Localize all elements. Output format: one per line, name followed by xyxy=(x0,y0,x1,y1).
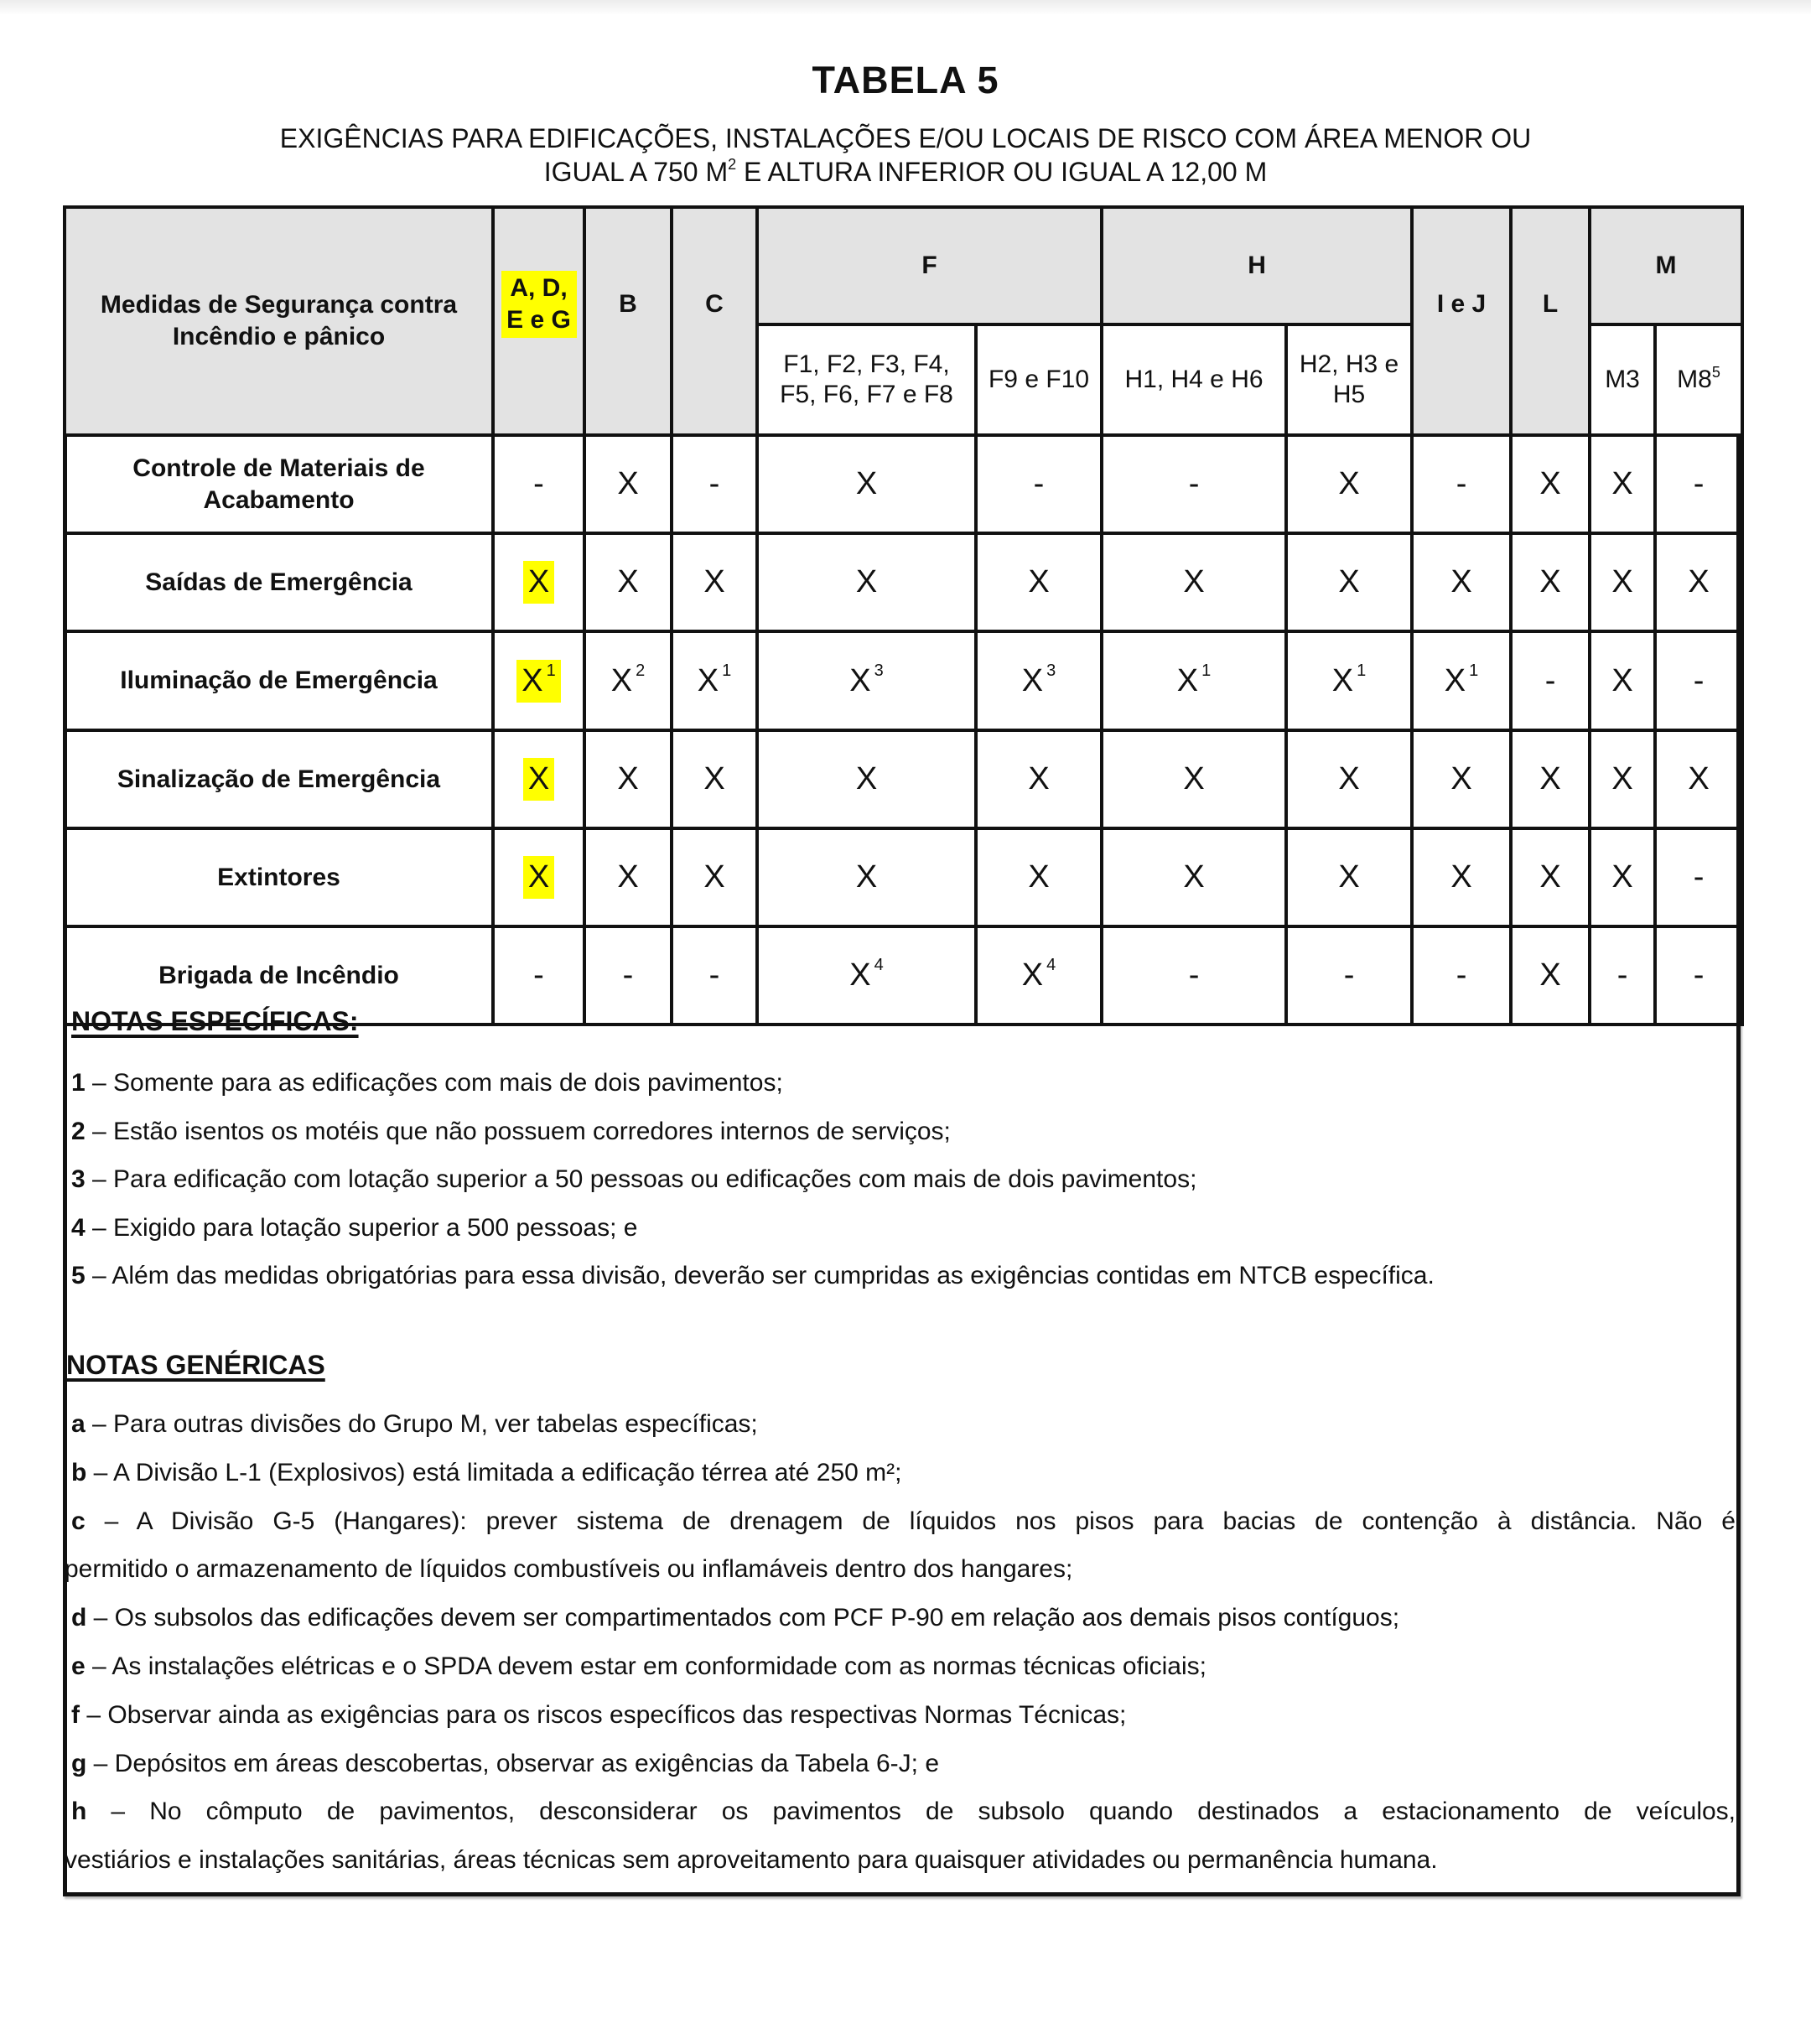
required-mark: X $^1$ xyxy=(1444,661,1479,698)
cell-f1-f8 xyxy=(757,926,976,1025)
required-mark: X xyxy=(1688,761,1710,796)
cell-b xyxy=(584,631,672,730)
note-item xyxy=(71,1165,1196,1194)
note-text: – Somente para as edificações com mais de dois pavimentos; xyxy=(85,1069,783,1097)
table-row xyxy=(65,730,1742,828)
cell-f1-f8 xyxy=(757,631,976,730)
cell-f9-f10 xyxy=(976,631,1102,730)
required-mark: X xyxy=(1338,564,1360,599)
not-required-mark: - xyxy=(1456,466,1467,501)
required-mark: X $^1$ xyxy=(1176,661,1212,698)
cell-c xyxy=(672,828,757,926)
note-text: – Os subsolos das edificações devem ser compartimentados com PCF P-90 em relação aos demais pisos contíguos; xyxy=(86,1604,1400,1632)
note-text: – Para edificação com lotação superior a 50 pessoas ou edificações com mais de dois pavimentos; xyxy=(85,1165,1197,1193)
required-mark: X xyxy=(1450,761,1472,796)
header-group-m: M xyxy=(1590,207,1742,324)
note-reference: 4 xyxy=(1046,956,1056,974)
cell-h1-h4-h6 xyxy=(1102,435,1286,533)
subtitle-text-b: E ALTURA INFERIOR OU IGUAL A 12,00 M xyxy=(736,157,1268,187)
required-mark: X xyxy=(855,466,878,501)
note-key: 2 xyxy=(71,1117,86,1145)
cell-b xyxy=(584,533,672,631)
cell-m8 xyxy=(1655,435,1742,533)
required-mark: X $^4$ xyxy=(1021,956,1056,993)
cell-m3 xyxy=(1590,730,1655,828)
header-group-adeg xyxy=(493,207,584,435)
cell-m8 xyxy=(1655,631,1742,730)
note-item xyxy=(71,1118,951,1146)
required-mark: X xyxy=(1028,564,1050,599)
note-item xyxy=(71,1652,1206,1681)
cell-h1-h4-h6 xyxy=(1102,533,1286,631)
note-reference: 1 xyxy=(546,661,556,680)
cell-iej xyxy=(1412,926,1511,1025)
not-required-mark: - xyxy=(1343,957,1355,993)
cell-h1-h4-h6 xyxy=(1102,631,1286,730)
note-text: – Depósitos em áreas descobertas, observar as exigências da Tabela 6-J; e xyxy=(86,1749,940,1777)
cell-m3 xyxy=(1590,533,1655,631)
cell-m8 xyxy=(1655,533,1742,631)
required-mark: X xyxy=(1183,859,1205,895)
required-mark: X xyxy=(1539,761,1561,796)
table-row xyxy=(65,828,1742,926)
note-reference: 1 xyxy=(1469,661,1479,680)
cell-f1-f8 xyxy=(757,828,976,926)
required-mark: X xyxy=(523,856,554,899)
cell-m3 xyxy=(1590,435,1655,533)
required-mark: X xyxy=(1539,957,1561,993)
cell-c xyxy=(672,435,757,533)
cell-c xyxy=(672,926,757,1025)
note-reference: 3 xyxy=(1046,661,1056,680)
header-h2-h3-h5: H2, H3 e H5 xyxy=(1286,324,1412,435)
generic-notes-heading: NOTAS GENÉRICAS xyxy=(66,1350,325,1380)
note-key: b xyxy=(71,1458,87,1486)
cell-f1-f8 xyxy=(757,730,976,828)
header-measures: Medidas de Segurança contra Incêndio e pânico xyxy=(65,207,493,435)
note-key: 5 xyxy=(71,1262,86,1289)
required-mark: X $^1$ xyxy=(516,660,560,703)
note-text: – Estão isentos os motéis que não possuem corredores internos de serviços; xyxy=(85,1117,951,1145)
not-required-mark: - xyxy=(1616,957,1628,993)
row-label: Saídas de Emergência xyxy=(65,533,493,631)
required-mark: X xyxy=(1539,564,1561,599)
header-group-adeg-label: A, D, E e G xyxy=(501,271,577,338)
cell-h2-h3-h5 xyxy=(1286,926,1412,1025)
note-item xyxy=(71,1410,758,1439)
cell-b xyxy=(584,435,672,533)
cell-iej xyxy=(1412,631,1511,730)
cell-h2-h3-h5 xyxy=(1286,631,1412,730)
header-group-f: F xyxy=(757,207,1102,324)
required-mark: X xyxy=(1338,466,1360,501)
required-mark: X xyxy=(1611,466,1633,501)
not-required-mark: - xyxy=(1188,466,1200,501)
row-label: Brigada de Incêndio xyxy=(65,926,493,1025)
required-mark: X xyxy=(1688,564,1710,599)
required-mark: X xyxy=(1539,466,1561,501)
header-group-b: B xyxy=(584,207,672,435)
note-item xyxy=(71,1750,939,1778)
required-mark: X xyxy=(617,761,639,796)
note-text: – Exigido para lotação superior a 500 pessoas; e xyxy=(85,1213,638,1242)
note-text: – A Divisão L-1 (Explosivos) está limitada a edificação térrea até 250 m²; xyxy=(86,1458,902,1486)
required-mark: X xyxy=(617,564,639,599)
cell-adeg xyxy=(493,730,584,828)
cell-m3 xyxy=(1590,828,1655,926)
required-mark: X xyxy=(1183,761,1205,796)
note-text: – As instalações elétricas e o SPDA devem estar em conformidade com as normas técnicas oficiais; xyxy=(85,1652,1206,1680)
cell-h2-h3-h5 xyxy=(1286,533,1412,631)
table-row xyxy=(65,435,1742,533)
required-mark: X xyxy=(703,859,725,895)
required-mark: X xyxy=(1338,859,1360,895)
note-reference: 3 xyxy=(874,661,884,680)
cell-c xyxy=(672,631,757,730)
note-reference: 2 xyxy=(636,661,646,680)
table-row xyxy=(65,533,1742,631)
not-required-mark: - xyxy=(533,466,544,501)
cell-adeg xyxy=(493,926,584,1025)
cell-c xyxy=(672,730,757,828)
cell-f1-f8 xyxy=(757,435,976,533)
row-label: Extintores xyxy=(65,828,493,926)
row-label: Iluminação de Emergência xyxy=(65,631,493,730)
cell-c xyxy=(672,533,757,631)
required-mark: X xyxy=(1611,859,1633,895)
required-mark: X $^3$ xyxy=(849,661,884,698)
row-label: Sinalização de Emergência xyxy=(65,730,493,828)
note-item xyxy=(71,1798,1736,1826)
note-item xyxy=(71,1459,901,1487)
note-key: g xyxy=(71,1749,87,1777)
note-item-continuation: permitido o armazenamento de líquidos combustíveis ou inflamáveis dentro dos hangares; xyxy=(65,1555,1073,1584)
note-reference: 4 xyxy=(874,956,884,974)
required-mark: X xyxy=(855,564,878,599)
required-mark: X xyxy=(523,758,554,801)
required-mark: X xyxy=(1338,761,1360,796)
table-row xyxy=(65,631,1742,730)
cell-iej xyxy=(1412,828,1511,926)
note-reference: 1 xyxy=(1357,661,1367,680)
note-item xyxy=(71,1214,637,1242)
cell-adeg xyxy=(493,435,584,533)
required-mark: X xyxy=(1183,564,1205,599)
not-required-mark: - xyxy=(1693,957,1705,993)
cell-l xyxy=(1511,435,1590,533)
required-mark: X xyxy=(1450,564,1472,599)
cell-h2-h3-h5 xyxy=(1286,828,1412,926)
note-key: a xyxy=(71,1410,86,1438)
not-required-mark: - xyxy=(622,957,634,993)
page-top-shadow xyxy=(0,0,1811,15)
note-item-continuation: vestiários e instalações sanitárias, áreas técnicas sem aproveitamento para quaisquer atividades ou permanência humana. xyxy=(65,1846,1438,1875)
cell-l xyxy=(1511,828,1590,926)
note-item xyxy=(71,1604,1399,1632)
not-required-mark: - xyxy=(1693,859,1705,895)
cell-iej xyxy=(1412,533,1511,631)
not-required-mark: - xyxy=(1693,662,1705,698)
required-mark: X xyxy=(617,466,639,501)
required-mark: X xyxy=(703,564,725,599)
document-title: TABELA 5 xyxy=(812,59,999,101)
header-row-groups xyxy=(65,207,1742,324)
document-subtitle-line-1: EXIGÊNCIAS PARA EDIFICAÇÕES, INSTALAÇÕES E/OU LOCAIS DE RISCO COM ÁREA MENOR OU xyxy=(279,123,1532,153)
cell-f9-f10 xyxy=(976,533,1102,631)
not-required-mark: - xyxy=(1456,957,1467,993)
required-mark: X xyxy=(1028,761,1050,796)
cell-m8 xyxy=(1655,926,1742,1025)
requirements-table xyxy=(63,205,1744,1026)
note-item xyxy=(71,1701,1126,1730)
note-key: f xyxy=(71,1700,80,1729)
note-reference: 1 xyxy=(722,661,732,680)
subtitle-superscript: 2 xyxy=(728,156,737,173)
note-key: e xyxy=(71,1652,86,1680)
cell-adeg xyxy=(493,828,584,926)
note-text: – Para outras divisões do Grupo M, ver tabelas específicas; xyxy=(85,1410,758,1438)
required-mark: X xyxy=(523,561,554,604)
required-mark: X xyxy=(1028,859,1050,895)
cell-f9-f10 xyxy=(976,435,1102,533)
note-item xyxy=(71,1507,1736,1536)
not-required-mark: - xyxy=(1188,957,1200,993)
not-required-mark: - xyxy=(708,466,720,501)
note-reference: 1 xyxy=(1201,661,1212,680)
document-subtitle-line-2 xyxy=(0,155,1811,189)
header-m3: M3 xyxy=(1590,324,1655,435)
note-item xyxy=(71,1069,783,1097)
cell-adeg xyxy=(493,631,584,730)
header-m8-label: M8 xyxy=(1677,366,1712,393)
cell-f9-f10 xyxy=(976,926,1102,1025)
cell-b xyxy=(584,926,672,1025)
note-text: – Além das medidas obrigatórias para essa divisão, deverão ser cumpridas as exigências contidas em NTCB específica. xyxy=(85,1262,1435,1289)
note-key: 1 xyxy=(71,1069,86,1097)
cell-h1-h4-h6 xyxy=(1102,730,1286,828)
cell-m3 xyxy=(1590,926,1655,1025)
subtitle-text-a: IGUAL A 750 M xyxy=(543,157,729,187)
cell-l xyxy=(1511,730,1590,828)
cell-b xyxy=(584,730,672,828)
header-group-iej: I e J xyxy=(1412,207,1511,435)
not-required-mark: - xyxy=(1033,466,1045,501)
cell-adeg xyxy=(493,533,584,631)
header-group-h: H xyxy=(1102,207,1412,324)
note-text: – A Divisão G-5 (Hangares): prever sistema de drenagem de líquidos nos pisos para bacias de contenção à distância. Não é xyxy=(85,1507,1736,1535)
cell-l xyxy=(1511,926,1590,1025)
note-text: – Observar ainda as exigências para os riscos específicos das respectivas Normas Técnicas; xyxy=(80,1700,1127,1729)
note-key: 3 xyxy=(71,1165,86,1193)
header-group-c: C xyxy=(672,207,757,435)
required-mark: X xyxy=(855,859,878,895)
header-f1-f8: F1, F2, F3, F4, F5, F6, F7 e F8 xyxy=(757,324,976,435)
required-mark: X $^2$ xyxy=(610,661,646,698)
header-m8-note-ref: 5 xyxy=(1711,364,1720,381)
cell-b xyxy=(584,828,672,926)
required-mark: X xyxy=(1611,662,1633,698)
not-required-mark: - xyxy=(1693,466,1705,501)
header-f9-f10: F9 e F10 xyxy=(976,324,1102,435)
cell-m3 xyxy=(1590,631,1655,730)
cell-f9-f10 xyxy=(976,730,1102,828)
required-mark: X xyxy=(1611,564,1633,599)
header-group-l: L xyxy=(1511,207,1590,435)
header-h1-h4-h6: H1, H4 e H6 xyxy=(1102,324,1286,435)
required-mark: X $^1$ xyxy=(697,661,732,698)
note-key: h xyxy=(71,1798,87,1826)
required-mark: X xyxy=(617,859,639,895)
required-mark: X xyxy=(1450,859,1472,895)
required-mark: X $^3$ xyxy=(1021,661,1056,698)
cell-iej xyxy=(1412,730,1511,828)
cell-f1-f8 xyxy=(757,533,976,631)
cell-m8 xyxy=(1655,828,1742,926)
cell-h1-h4-h6 xyxy=(1102,828,1286,926)
note-item xyxy=(71,1262,1435,1290)
not-required-mark: - xyxy=(533,957,544,993)
cell-iej xyxy=(1412,435,1511,533)
not-required-mark: - xyxy=(1544,662,1556,698)
note-key: c xyxy=(71,1507,86,1535)
cell-m8 xyxy=(1655,730,1742,828)
specific-notes-heading: NOTAS ESPECÍFICAS: xyxy=(71,1006,359,1036)
cell-l xyxy=(1511,533,1590,631)
required-mark: X xyxy=(1539,859,1561,895)
required-mark: X $^4$ xyxy=(849,956,884,993)
required-mark: X xyxy=(703,761,725,796)
required-mark: X $^1$ xyxy=(1331,661,1367,698)
required-mark: X xyxy=(1611,761,1633,796)
cell-h2-h3-h5 xyxy=(1286,435,1412,533)
note-text: – No cômputo de pavimentos, desconsiderar os pavimentos de subsolo quando destinados a estacionamento de veículos, xyxy=(86,1798,1736,1826)
cell-l xyxy=(1511,631,1590,730)
cell-h2-h3-h5 xyxy=(1286,730,1412,828)
cell-f9-f10 xyxy=(976,828,1102,926)
note-key: 4 xyxy=(71,1213,86,1242)
row-label: Controle de Materiais de Acabamento xyxy=(65,435,493,533)
required-mark: X xyxy=(855,761,878,796)
not-required-mark: - xyxy=(708,957,720,993)
cell-h1-h4-h6 xyxy=(1102,926,1286,1025)
header-m8 xyxy=(1655,324,1742,435)
note-key: d xyxy=(71,1604,87,1632)
